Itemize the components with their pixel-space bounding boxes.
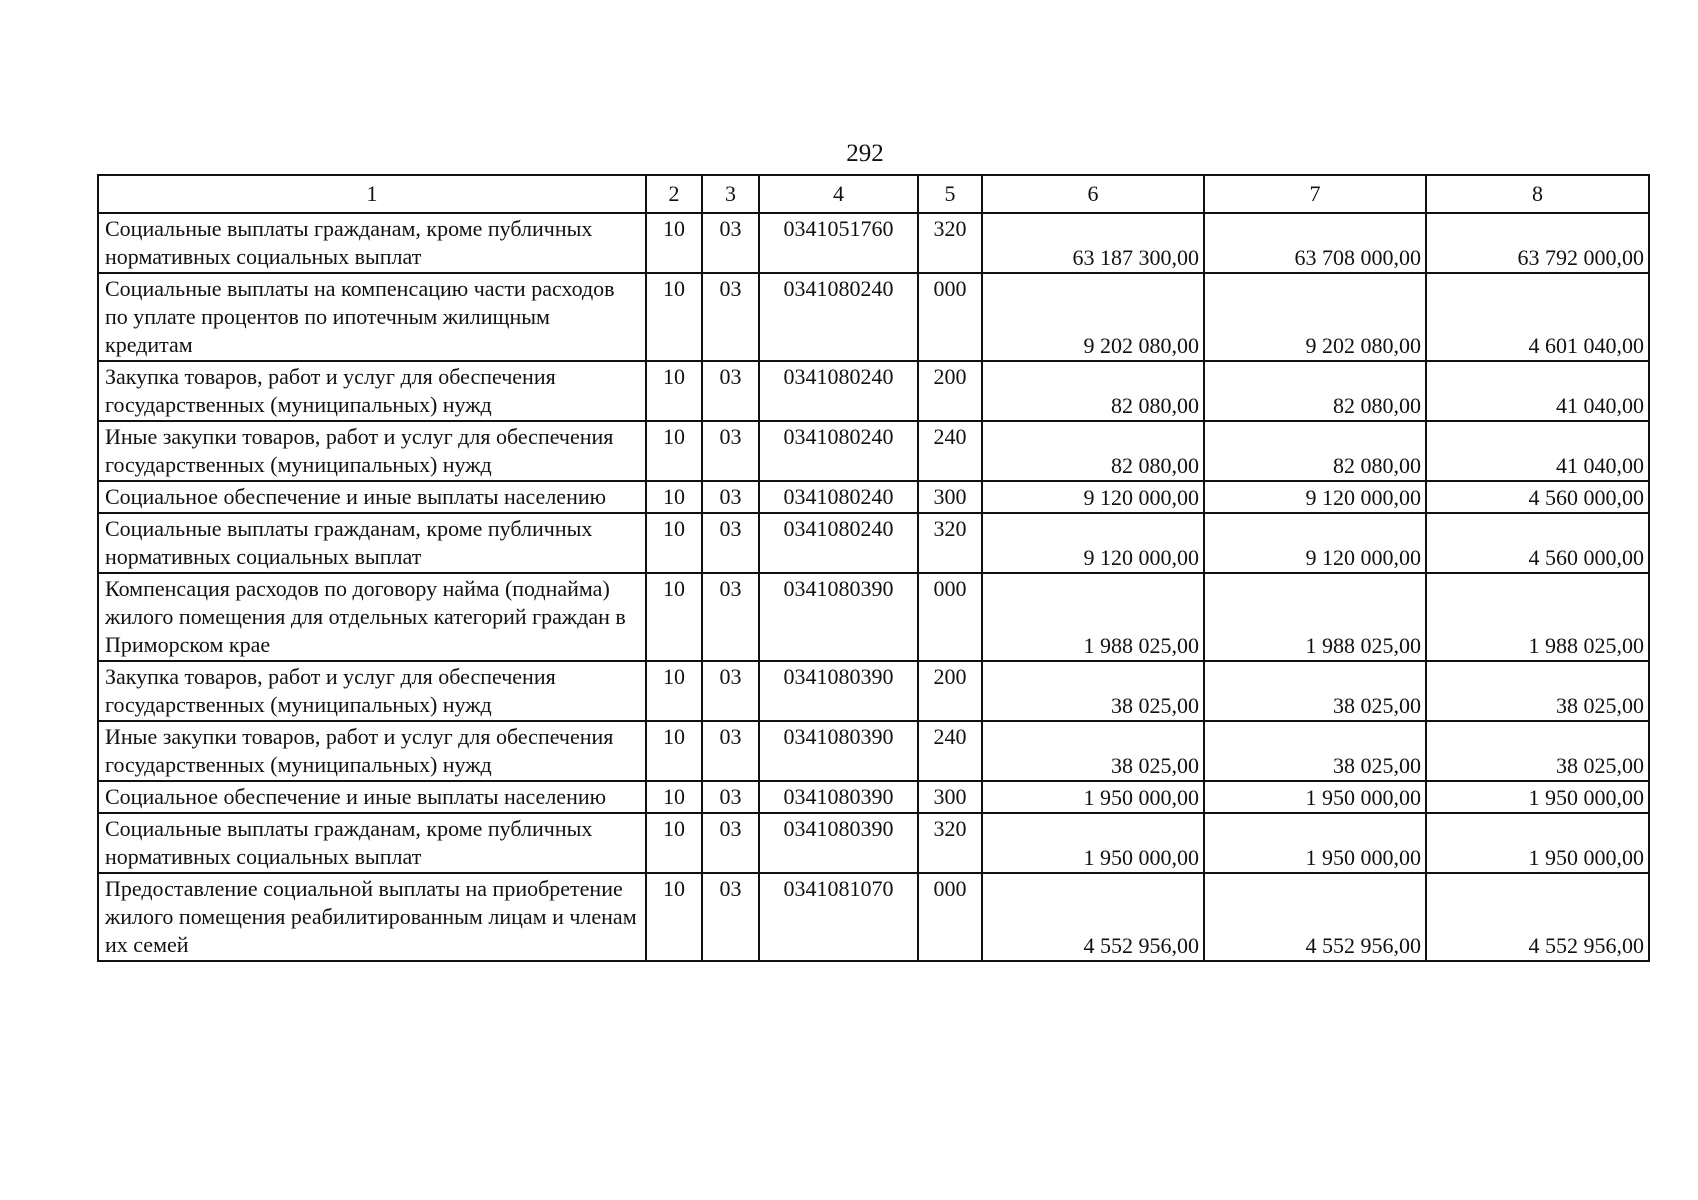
table-row (98, 573, 1649, 661)
row-name-cell: Закупка товаров, работ и услуг для обеспечения государственных (муниципальных) нужд (98, 361, 646, 421)
header-cell-5: 5 (918, 175, 982, 213)
row-target-code-cell: 0341080390 (759, 813, 918, 873)
table-row (98, 273, 1649, 361)
row-amount-6-cell: 9 120 000,00 (982, 513, 1204, 573)
row-expense-type-cell: 000 (918, 573, 982, 661)
row-name-cell: Иные закупки товаров, работ и услуг для обеспечения государственных (муниципальных) нужд (98, 721, 646, 781)
row-target-code-cell: 0341080390 (759, 721, 918, 781)
row-subsection-cell: 03 (702, 781, 759, 813)
table-row (98, 813, 1649, 873)
row-amount-8-cell: 4 601 040,00 (1426, 273, 1649, 361)
row-expense-type-cell: 000 (918, 873, 982, 961)
row-expense-type-cell: 320 (918, 213, 982, 273)
table-row (98, 421, 1649, 481)
row-amount-8-cell: 38 025,00 (1426, 721, 1649, 781)
row-target-code-cell: 0341051760 (759, 213, 918, 273)
row-amount-7-cell: 1 988 025,00 (1204, 573, 1426, 661)
row-section-cell: 10 (646, 813, 702, 873)
row-amount-8-cell: 41 040,00 (1426, 361, 1649, 421)
row-name-cell: Социальные выплаты гражданам, кроме публичных нормативных социальных выплат (98, 513, 646, 573)
table-row (98, 661, 1649, 721)
row-amount-7-cell: 1 950 000,00 (1204, 813, 1426, 873)
row-expense-type-cell: 320 (918, 513, 982, 573)
row-amount-8-cell: 1 988 025,00 (1426, 573, 1649, 661)
row-amount-7-cell: 9 202 080,00 (1204, 273, 1426, 361)
row-amount-6-cell: 1 950 000,00 (982, 781, 1204, 813)
row-name-cell: Компенсация расходов по договору найма (поднайма) жилого помещения для отдельных категорий граждан в Приморском крае (98, 573, 646, 661)
row-section-cell: 10 (646, 573, 702, 661)
header-cell-7: 7 (1204, 175, 1426, 213)
row-section-cell: 10 (646, 361, 702, 421)
header-cell-2: 2 (646, 175, 702, 213)
row-amount-6-cell: 9 120 000,00 (982, 481, 1204, 513)
budget-table (97, 174, 1650, 962)
table-row (98, 213, 1649, 273)
row-target-code-cell: 0341080240 (759, 513, 918, 573)
row-name-cell: Социальные выплаты на компенсацию части расходов по уплате процентов по ипотечным жилищным кредитам (98, 273, 646, 361)
table-row (98, 513, 1649, 573)
row-section-cell: 10 (646, 273, 702, 361)
row-amount-6-cell: 63 187 300,00 (982, 213, 1204, 273)
row-section-cell: 10 (646, 873, 702, 961)
row-amount-8-cell: 1 950 000,00 (1426, 813, 1649, 873)
row-subsection-cell: 03 (702, 721, 759, 781)
row-expense-type-cell: 240 (918, 721, 982, 781)
row-target-code-cell: 0341080240 (759, 361, 918, 421)
row-subsection-cell: 03 (702, 361, 759, 421)
row-amount-6-cell: 1 988 025,00 (982, 573, 1204, 661)
row-section-cell: 10 (646, 421, 702, 481)
row-amount-6-cell: 4 552 956,00 (982, 873, 1204, 961)
header-cell-8: 8 (1426, 175, 1649, 213)
row-amount-7-cell: 9 120 000,00 (1204, 513, 1426, 573)
row-target-code-cell: 0341080240 (759, 273, 918, 361)
row-target-code-cell: 0341080390 (759, 573, 918, 661)
row-name-cell: Иные закупки товаров, работ и услуг для обеспечения государственных (муниципальных) нужд (98, 421, 646, 481)
header-cell-4: 4 (759, 175, 918, 213)
row-amount-6-cell: 38 025,00 (982, 721, 1204, 781)
page-number: 292 (846, 140, 884, 167)
table-row (98, 873, 1649, 961)
row-expense-type-cell: 320 (918, 813, 982, 873)
row-name-cell: Социальное обеспечение и иные выплаты населению (98, 781, 646, 813)
row-section-cell: 10 (646, 721, 702, 781)
row-name-cell: Закупка товаров, работ и услуг для обеспечения государственных (муниципальных) нужд (98, 661, 646, 721)
header-cell-6: 6 (982, 175, 1204, 213)
row-amount-8-cell: 41 040,00 (1426, 421, 1649, 481)
row-amount-8-cell: 1 950 000,00 (1426, 781, 1649, 813)
row-subsection-cell: 03 (702, 421, 759, 481)
row-amount-7-cell: 38 025,00 (1204, 661, 1426, 721)
row-name-cell: Социальные выплаты гражданам, кроме публичных нормативных социальных выплат (98, 213, 646, 273)
table-row (98, 781, 1649, 813)
row-target-code-cell: 0341080240 (759, 421, 918, 481)
row-subsection-cell: 03 (702, 813, 759, 873)
row-subsection-cell: 03 (702, 873, 759, 961)
row-target-code-cell: 0341080240 (759, 481, 918, 513)
row-section-cell: 10 (646, 661, 702, 721)
header-cell-3: 3 (702, 175, 759, 213)
row-amount-6-cell: 82 080,00 (982, 421, 1204, 481)
row-amount-8-cell: 38 025,00 (1426, 661, 1649, 721)
table-row (98, 481, 1649, 513)
row-amount-7-cell: 63 708 000,00 (1204, 213, 1426, 273)
row-amount-7-cell: 82 080,00 (1204, 361, 1426, 421)
row-section-cell: 10 (646, 213, 702, 273)
row-amount-6-cell: 82 080,00 (982, 361, 1204, 421)
row-amount-7-cell: 38 025,00 (1204, 721, 1426, 781)
row-subsection-cell: 03 (702, 213, 759, 273)
row-expense-type-cell: 240 (918, 421, 982, 481)
row-subsection-cell: 03 (702, 273, 759, 361)
row-subsection-cell: 03 (702, 481, 759, 513)
row-amount-8-cell: 4 552 956,00 (1426, 873, 1649, 961)
row-section-cell: 10 (646, 781, 702, 813)
row-expense-type-cell: 000 (918, 273, 982, 361)
row-expense-type-cell: 200 (918, 361, 982, 421)
row-section-cell: 10 (646, 481, 702, 513)
row-name-cell: Социальное обеспечение и иные выплаты населению (98, 481, 646, 513)
row-target-code-cell: 0341080390 (759, 781, 918, 813)
header-cell-1: 1 (98, 175, 646, 213)
row-amount-7-cell: 82 080,00 (1204, 421, 1426, 481)
row-subsection-cell: 03 (702, 661, 759, 721)
row-subsection-cell: 03 (702, 573, 759, 661)
row-expense-type-cell: 300 (918, 781, 982, 813)
row-expense-type-cell: 300 (918, 481, 982, 513)
row-amount-6-cell: 1 950 000,00 (982, 813, 1204, 873)
header-row (98, 175, 1649, 213)
row-amount-6-cell: 9 202 080,00 (982, 273, 1204, 361)
row-target-code-cell: 0341081070 (759, 873, 918, 961)
row-amount-7-cell: 4 552 956,00 (1204, 873, 1426, 961)
row-subsection-cell: 03 (702, 513, 759, 573)
row-amount-8-cell: 4 560 000,00 (1426, 481, 1649, 513)
row-amount-8-cell: 63 792 000,00 (1426, 213, 1649, 273)
table-row (98, 361, 1649, 421)
row-section-cell: 10 (646, 513, 702, 573)
row-amount-7-cell: 1 950 000,00 (1204, 781, 1426, 813)
row-expense-type-cell: 200 (918, 661, 982, 721)
row-name-cell: Предоставление социальной выплаты на приобретение жилого помещения реабилитированным лицам и членам их семей (98, 873, 646, 961)
row-amount-8-cell: 4 560 000,00 (1426, 513, 1649, 573)
row-amount-6-cell: 38 025,00 (982, 661, 1204, 721)
row-amount-7-cell: 9 120 000,00 (1204, 481, 1426, 513)
table-row (98, 721, 1649, 781)
row-name-cell: Социальные выплаты гражданам, кроме публичных нормативных социальных выплат (98, 813, 646, 873)
row-target-code-cell: 0341080390 (759, 661, 918, 721)
